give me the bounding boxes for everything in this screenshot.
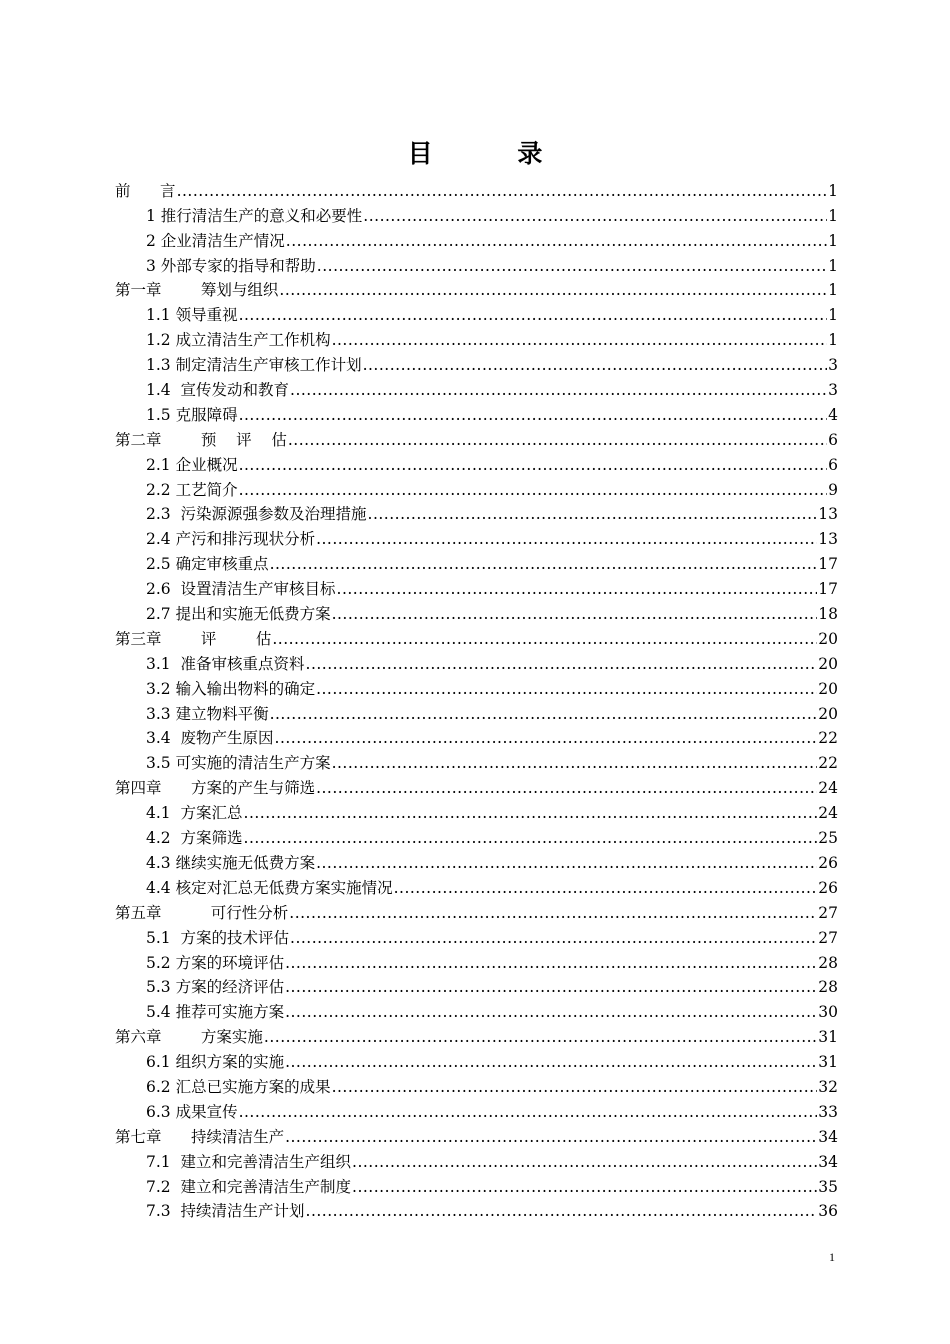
- toc-section-entry[interactable]: [115, 475, 838, 500]
- toc-entry-page-number: 20: [818, 629, 838, 648]
- toc-entry-page-number: 34: [818, 1152, 838, 1171]
- toc-entry-label: 2.6 设置清洁生产审核目标: [146, 580, 336, 599]
- toc-entry-label: 4.1 方案汇总: [146, 804, 243, 823]
- toc-section-entry[interactable]: [115, 599, 838, 624]
- toc-leader-dots: [337, 580, 818, 599]
- toc-section-entry[interactable]: [115, 500, 838, 525]
- toc-entry-label: 3.3 建立物料平衡: [146, 704, 269, 723]
- toc-leader-dots: [285, 954, 817, 973]
- toc-entry-page-number: 32: [818, 1077, 838, 1096]
- toc-section-entry[interactable]: [115, 699, 838, 724]
- toc-leader-dots: [275, 729, 818, 748]
- toc-leader-dots: [285, 1003, 817, 1022]
- toc-leader-dots: [332, 754, 818, 773]
- toc-entry-page-number: 27: [818, 903, 838, 922]
- toc-section-entry[interactable]: [115, 450, 838, 475]
- toc-entry-label: 3.4 废物产生原因: [146, 729, 274, 748]
- toc-section-entry[interactable]: [115, 400, 838, 425]
- toc-leader-dots: [239, 406, 828, 425]
- toc-leader-dots: [239, 1103, 818, 1122]
- toc-entry-label: 7.1 建立和完善清洁生产组织: [146, 1152, 352, 1171]
- toc-entry-label: 1.5 克服障碍: [146, 405, 238, 424]
- toc-leader-dots: [285, 1128, 817, 1147]
- toc-entry-label: 3 外部专家的指导和帮助: [146, 256, 316, 275]
- toc-entry-page-number: 22: [818, 729, 838, 748]
- toc-entry-label: 2.5 确定审核重点: [146, 555, 269, 574]
- toc-entry-label: 3.2 输入输出物料的确定: [146, 679, 316, 698]
- toc-entry-label: 2.1 企业概况: [146, 455, 238, 474]
- toc-entry-page-number: 20: [818, 704, 838, 723]
- toc-entry-page-number: 35: [818, 1177, 838, 1196]
- toc-entry-page-number: 17: [818, 555, 838, 574]
- toc-leader-dots: [279, 281, 827, 300]
- toc-entry-page-number: 13: [818, 505, 838, 524]
- toc-entry-label: 1.4 宣传发动和教育: [146, 381, 290, 400]
- toc-section-entry[interactable]: [115, 226, 838, 251]
- toc-entry-page-number: 33: [818, 1102, 838, 1121]
- toc-section-entry[interactable]: [115, 798, 838, 823]
- toc-section-entry[interactable]: [115, 251, 838, 276]
- toc-entry-label: 1 推行清洁生产的意义和必要性: [146, 206, 363, 225]
- toc-entry-label: 7.2 建立和完善清洁生产制度: [146, 1177, 352, 1196]
- toc-entry-page-number: 3: [828, 381, 838, 400]
- toc-entry-label: 1.3 制定清洁生产审核工作计划: [146, 356, 362, 375]
- toc-entry-label: 3.1 准备审核重点资料: [146, 654, 305, 673]
- toc-entry-page-number: 28: [818, 953, 838, 972]
- toc-entry-label: 第七章 持续清洁生产: [115, 1127, 285, 1146]
- toc-entry-page-number: 26: [818, 853, 838, 872]
- toc-entry-label: 5.4 推荐可实施方案: [146, 1003, 285, 1022]
- toc-entry-page-number: 1: [828, 206, 838, 225]
- toc-entry-page-number: 18: [818, 605, 838, 624]
- footer-page-number: 1: [829, 1250, 835, 1264]
- toc-chapter-entry[interactable]: [115, 176, 838, 201]
- toc-entry-label: 2.3 污染源源强参数及治理措施: [146, 505, 367, 524]
- toc-section-entry[interactable]: [115, 973, 838, 998]
- toc-section-entry[interactable]: [115, 1047, 838, 1072]
- toc-leader-dots: [239, 306, 828, 325]
- toc-leader-dots: [288, 431, 827, 450]
- toc-section-entry[interactable]: [115, 549, 838, 574]
- toc-section-entry[interactable]: [115, 1172, 838, 1197]
- toc-entry-label: 第四章 方案的产生与筛选: [115, 779, 316, 798]
- toc-leader-dots: [270, 705, 818, 724]
- toc-entry-label: 4.2 方案筛选: [146, 829, 243, 848]
- document-title: 目 录: [407, 139, 581, 168]
- toc-section-entry[interactable]: [115, 748, 838, 773]
- toc-entry-page-number: 1: [828, 281, 838, 300]
- toc-leader-dots: [289, 904, 817, 923]
- table-of-contents: [115, 176, 838, 1221]
- toc-entry-label: 1.2 成立清洁生产工作机构: [146, 331, 331, 350]
- toc-leader-dots: [285, 978, 817, 997]
- toc-leader-dots: [317, 257, 827, 276]
- toc-entry-page-number: 26: [818, 878, 838, 897]
- toc-entry-label: 6.3 成果宣传: [146, 1102, 238, 1121]
- toc-chapter-entry[interactable]: [115, 425, 838, 450]
- toc-entry-label: 前 言: [115, 181, 176, 200]
- toc-section-entry[interactable]: [115, 848, 838, 873]
- toc-entry-page-number: 24: [818, 779, 838, 798]
- toc-entry-label: 4.3 继续实施无低费方案: [146, 853, 316, 872]
- toc-entry-label: 3.5 可实施的清洁生产方案: [146, 754, 331, 773]
- toc-entry-page-number: 31: [818, 1053, 838, 1072]
- toc-entry-label: 2.2 工艺简介: [146, 480, 238, 499]
- toc-section-entry[interactable]: [115, 997, 838, 1022]
- toc-leader-dots: [290, 381, 827, 400]
- toc-entry-page-number: 1: [828, 331, 838, 350]
- toc-section-entry[interactable]: [115, 948, 838, 973]
- toc-entry-label: 5.2 方案的环境评估: [146, 953, 285, 972]
- toc-leader-dots: [316, 680, 817, 699]
- toc-leader-dots: [290, 929, 817, 948]
- toc-leader-dots: [239, 481, 828, 500]
- toc-leader-dots: [332, 331, 828, 350]
- toc-entry-page-number: 31: [818, 1028, 838, 1047]
- toc-section-entry[interactable]: [115, 724, 838, 749]
- toc-section-entry[interactable]: [115, 574, 838, 599]
- toc-entry-page-number: 6: [828, 455, 838, 474]
- toc-leader-dots: [352, 1153, 817, 1172]
- toc-leader-dots: [394, 879, 818, 898]
- toc-entry-page-number: 6: [828, 430, 838, 449]
- toc-leader-dots: [363, 207, 827, 226]
- toc-leader-dots: [264, 1028, 817, 1047]
- toc-leader-dots: [316, 530, 817, 549]
- toc-section-entry[interactable]: [115, 649, 838, 674]
- toc-leader-dots: [316, 779, 817, 798]
- toc-entry-label: 6.2 汇总已实施方案的成果: [146, 1077, 331, 1096]
- toc-section-entry[interactable]: [115, 674, 838, 699]
- toc-entry-page-number: 28: [818, 978, 838, 997]
- toc-chapter-entry[interactable]: [115, 1122, 838, 1147]
- toc-section-entry[interactable]: [115, 524, 838, 549]
- toc-leader-dots: [332, 605, 818, 624]
- toc-chapter-entry[interactable]: [115, 898, 838, 923]
- toc-leader-dots: [286, 232, 827, 251]
- toc-entry-page-number: 1: [828, 306, 838, 325]
- toc-section-entry[interactable]: [115, 1072, 838, 1097]
- toc-chapter-entry[interactable]: [115, 773, 838, 798]
- toc-entry-page-number: 36: [818, 1202, 838, 1221]
- toc-chapter-entry[interactable]: [115, 624, 838, 649]
- toc-section-entry[interactable]: [115, 823, 838, 848]
- toc-leader-dots: [285, 1053, 817, 1072]
- toc-entry-label: 2 企业清洁生产情况: [146, 231, 285, 250]
- toc-entry-page-number: 34: [818, 1127, 838, 1146]
- toc-entry-label: 6.1 组织方案的实施: [146, 1053, 285, 1072]
- toc-section-entry[interactable]: [115, 1097, 838, 1122]
- toc-leader-dots: [239, 456, 828, 475]
- toc-leader-dots: [306, 1202, 818, 1221]
- toc-entry-page-number: 30: [818, 1003, 838, 1022]
- toc-entry-page-number: 3: [828, 356, 838, 375]
- toc-entry-page-number: 24: [818, 804, 838, 823]
- toc-section-entry[interactable]: [115, 1197, 838, 1222]
- toc-entry-label: 第二章 预 评 估: [115, 430, 287, 449]
- toc-leader-dots: [306, 655, 818, 674]
- toc-entry-page-number: 17: [818, 580, 838, 599]
- toc-entry-label: 4.4 核定对汇总无低费方案实施情况: [146, 878, 393, 897]
- toc-leader-dots: [352, 1178, 817, 1197]
- toc-entry-page-number: 1: [828, 231, 838, 250]
- toc-entry-page-number: 1: [828, 181, 838, 200]
- toc-leader-dots: [270, 555, 818, 574]
- toc-section-entry[interactable]: [115, 923, 838, 948]
- toc-section-entry[interactable]: [115, 873, 838, 898]
- toc-leader-dots: [272, 630, 817, 649]
- toc-chapter-entry[interactable]: [115, 276, 838, 301]
- toc-entry-label: 第五章 可行性分析: [115, 903, 289, 922]
- toc-entry-page-number: 20: [818, 654, 838, 673]
- toc-section-entry[interactable]: [115, 325, 838, 350]
- toc-entry-label: 2.7 提出和实施无低费方案: [146, 605, 331, 624]
- toc-entry-page-number: 9: [828, 480, 838, 499]
- toc-entry-label: 第一章 筹划与组织: [115, 281, 279, 300]
- toc-entry-label: 第三章 评 估: [115, 629, 272, 648]
- toc-leader-dots: [244, 829, 818, 848]
- toc-section-entry[interactable]: [115, 375, 838, 400]
- toc-leader-dots: [363, 356, 828, 375]
- toc-section-entry[interactable]: [115, 1147, 838, 1172]
- toc-entry-label: 第六章 方案实施: [115, 1028, 263, 1047]
- toc-entry-page-number: 20: [818, 679, 838, 698]
- toc-leader-dots: [332, 1078, 818, 1097]
- toc-leader-dots: [244, 804, 818, 823]
- toc-section-entry[interactable]: [115, 201, 838, 226]
- toc-entry-page-number: 27: [818, 928, 838, 947]
- toc-section-entry[interactable]: [115, 300, 838, 325]
- toc-section-entry[interactable]: [115, 350, 838, 375]
- toc-entry-label: 7.3 持续清洁生产计划: [146, 1202, 305, 1221]
- toc-entry-label: 5.1 方案的技术评估: [146, 928, 290, 947]
- toc-chapter-entry[interactable]: [115, 1022, 838, 1047]
- toc-entry-page-number: 1: [828, 256, 838, 275]
- toc-leader-dots: [177, 182, 828, 201]
- toc-entry-page-number: 22: [818, 754, 838, 773]
- toc-entry-label: 1.1 领导重视: [146, 306, 238, 325]
- toc-entry-page-number: 25: [818, 829, 838, 848]
- toc-entry-label: 5.3 方案的经济评估: [146, 978, 285, 997]
- toc-entry-label: 2.4 产污和排污现状分析: [146, 530, 316, 549]
- toc-entry-page-number: 4: [828, 405, 838, 424]
- toc-leader-dots: [316, 854, 817, 873]
- toc-entry-page-number: 13: [818, 530, 838, 549]
- toc-leader-dots: [368, 505, 818, 524]
